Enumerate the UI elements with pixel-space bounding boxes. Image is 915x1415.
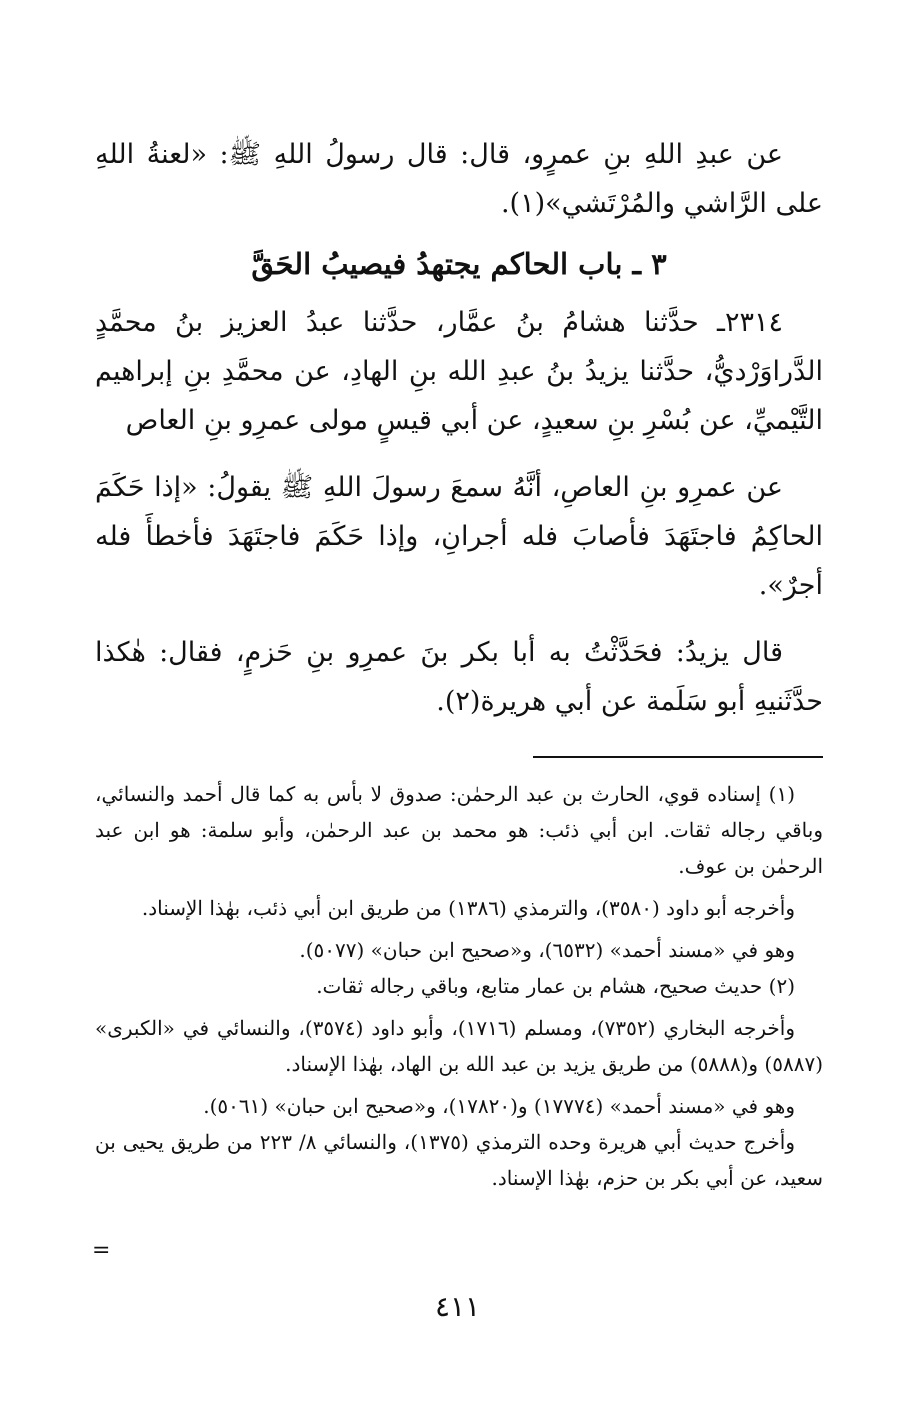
footnotes [95,776,823,1196]
hadith-isnad: ٢٣١٤ـ حدَّثنا هشامُ بنُ عمَّار، حدَّثنا عبدُ العزيز بنُ محمَّدٍ الدَّراوَرْديُّ، حدَّثنا يزيدُ بنُ عبدِ الله بنِ الهادِ، عن محمَّدِ بنِ إبراهيم التَّيْميِّ، عن بُسْرِ بنِ سعيدٍ، عن أبي قيسٍ مولى عمرِو بنِ العاص [95,307,823,436]
footnote-separator [533,756,823,758]
narrator-note: قال يزيدُ: فحَدَّثْتُ به أبا بكر بنَ عمرِو بنِ حَزمٍ، فقال: هٰكذا حدَّثَنيهِ أبو سَلَمة عن أبي هريرة(٢). [95,637,823,717]
hadith-text-end: عن عبدِ اللهِ بنِ عمرٍو، قال: قال رسولُ اللهِ ﷺ: «لعنةُ اللهِ على الرَّاشي والمُرْتَشي»(١). [95,139,823,219]
book-page [95,130,823,1390]
footnote-line: وهو في «مسند أحمد» (٦٥٣٢)، و«صحيح ابن حبان» (٥٠٧٧). [299,938,795,962]
footnote-line: وأخرج حديث أبي هريرة وحده الترمذي (١٣٧٥)، والنسائي ٨/ ٢٢٣ من طريق يحيى بن سعيد، عن أبي بكر بن حزم، بهٰذا الإسناد. [95,1130,823,1190]
footnote-1: (١) إسناده قوي، الحارث بن عبد الرحمٰن: صدوق لا بأس به كما قال أحمد والنسائي، وباقي رجاله ثقات. ابن أبي ذئب: هو محمد بن عبد الرحمٰن، وأبو سلمة: هو ابن عبد الرحمٰن بن عوف. [95,782,823,878]
main-text [95,130,823,726]
footnote-2: (٢) حديث صحيح، هشام بن عمار متابع، وباقي رجاله ثقات. [316,974,795,998]
footnote-line: وهو في «مسند أحمد» (١٧٧٧٤) و(١٧٨٢٠)، و«صحيح ابن حبان» (٥٠٦١). [203,1094,795,1118]
hadith-matn: عن عمرِو بنِ العاصِ، أنَّهُ سمعَ رسولَ اللهِ ﷺ يقولُ: «إذا حَكَمَ الحاكِمُ فاجتَهَدَ فأصابَ فله أجرانِ، وإذا حَكَمَ فاجتَهَدَ فأخطأَ فله أجرٌ». [95,472,823,601]
chapter-heading: ٣ ـ باب الحاكم يجتهدُ فيصيبُ الحَقَّ [251,247,667,281]
footnote-line: وأخرجه البخاري (٧٣٥٢)، ومسلم (١٧١٦)، وأبو داود (٣٥٧٤)، والنسائي في «الكبرى» (٥٨٨٧) و(٥٨٨٨) من طريق يزيد بن عبد الله بن الهاد، بهٰذا الإسناد. [95,1016,823,1076]
continuation-mark: = [92,1238,111,1263]
footnote-line: وأخرجه أبو داود (٣٥٨٠)، والترمذي (١٣٨٦) من طريق ابن أبي ذئب، بهٰذا الإسناد. [141,896,795,920]
page-number: ٤١١ [434,1290,481,1323]
